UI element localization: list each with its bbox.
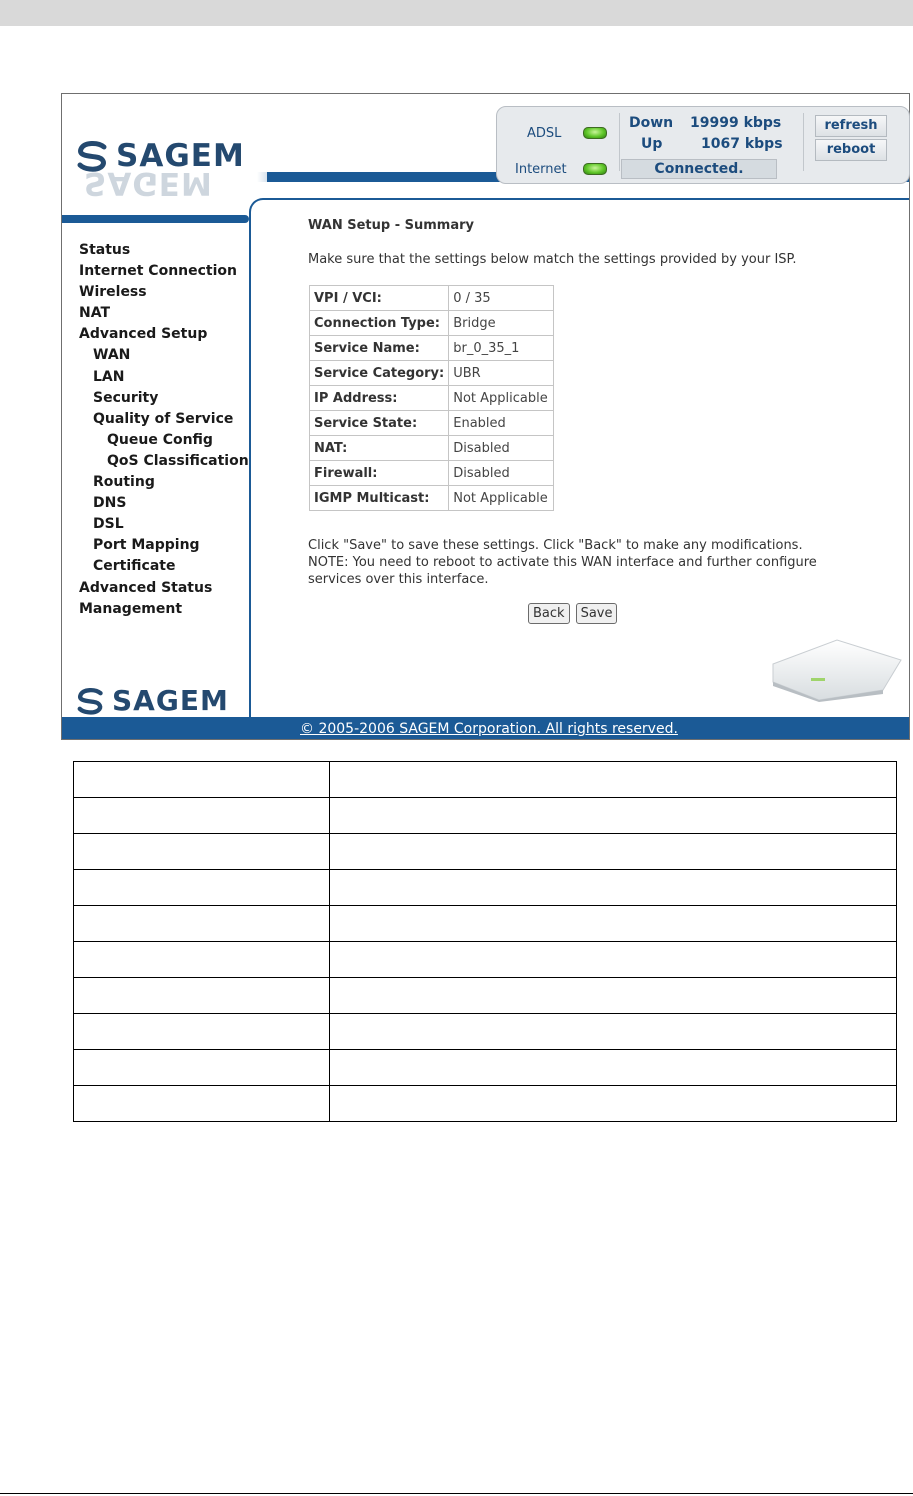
table-cell [74, 1014, 330, 1050]
adsl-label: ADSL [527, 126, 562, 141]
sidebar-item-internet-connection[interactable]: Internet Connection [79, 263, 237, 280]
sidebar-item-lan[interactable]: LAN [93, 368, 125, 385]
summary-value: Disabled [449, 436, 554, 461]
sidebar-border [249, 219, 251, 717]
summary-value: Bridge [449, 311, 554, 336]
content-top-border [287, 198, 909, 200]
up-rate: 1067 kbps [701, 136, 783, 152]
intro-text: Make sure that the settings below match the settings provided by your ISP. [308, 252, 797, 267]
connection-status: Connected. [621, 159, 777, 179]
summary-value: Disabled [449, 461, 554, 486]
table-cell [74, 942, 330, 978]
sidebar-item-routing[interactable]: Routing [93, 474, 155, 491]
summary-value: Not Applicable [449, 386, 554, 411]
down-label: Down [629, 115, 674, 131]
sidebar-item-quality-of-service[interactable]: Quality of Service [93, 410, 234, 427]
save-button[interactable]: Save [576, 603, 618, 624]
table-row [74, 1086, 897, 1122]
table-cell [74, 1086, 330, 1122]
table-cell [330, 906, 897, 942]
table-row [74, 906, 897, 942]
brand-name: SAGEM [116, 138, 245, 174]
table-cell [74, 1050, 330, 1086]
table-cell [74, 870, 330, 906]
content-corner [249, 198, 291, 224]
table-row [310, 286, 554, 311]
summary-label: IGMP Multicast: [310, 486, 449, 511]
table-cell [330, 942, 897, 978]
up-label: Up [641, 136, 663, 152]
sidebar-item-wan[interactable]: WAN [93, 347, 131, 364]
table-cell [74, 762, 330, 798]
sagem-logo-bottom [76, 684, 229, 717]
table-row [74, 762, 897, 798]
sidebar-item-advanced-status[interactable]: Advanced Status [79, 579, 213, 596]
table-cell [74, 906, 330, 942]
divider [619, 113, 620, 171]
down-rate: 19999 kbps [690, 115, 782, 131]
action-buttons [528, 603, 617, 624]
sidebar-item-security[interactable]: Security [93, 389, 159, 406]
page-title: WAN Setup - Summary [308, 218, 474, 233]
refresh-button[interactable]: refresh [815, 115, 887, 137]
adsl-led-icon [583, 127, 607, 139]
summary-value: UBR [449, 361, 554, 386]
table-cell [330, 978, 897, 1014]
sidebar-item-dsl[interactable]: DSL [93, 516, 124, 533]
table-cell [330, 870, 897, 906]
sidebar-item-status[interactable]: Status [79, 242, 131, 258]
summary-label: NAT: [310, 436, 449, 461]
table-cell [330, 834, 897, 870]
summary-value: Not Applicable [449, 486, 554, 511]
table-row [74, 978, 897, 1014]
reboot-button[interactable]: reboot [815, 139, 887, 161]
table-cell [74, 834, 330, 870]
table-row [310, 461, 554, 486]
sidebar-item-queue-config[interactable]: Queue Config [107, 431, 213, 448]
table-row [310, 311, 554, 336]
summary-label: VPI / VCI: [310, 286, 449, 311]
router-device-image [767, 634, 905, 702]
footer-bar [62, 717, 909, 739]
table-row [310, 361, 554, 386]
table-row [310, 386, 554, 411]
table-cell [330, 1014, 897, 1050]
top-band [0, 0, 913, 26]
table-row [74, 942, 897, 978]
table-row [310, 336, 554, 361]
sidebar-item-dns[interactable]: DNS [93, 495, 127, 512]
table-row [310, 486, 554, 511]
table-row [310, 411, 554, 436]
note-text [308, 537, 848, 588]
sagem-swirl-icon [76, 688, 106, 714]
summary-label: Service Name: [310, 336, 449, 361]
divider [803, 113, 804, 171]
sidebar-nav [79, 240, 249, 620]
table-cell [74, 798, 330, 834]
connection-status-panel [496, 106, 910, 184]
summary-label: Connection Type: [310, 311, 449, 336]
table-cell [74, 978, 330, 1014]
sidebar-item-qos-classification[interactable]: QoS Classification [107, 452, 249, 469]
blank-table [73, 761, 897, 1122]
table-row [74, 834, 897, 870]
sidebar-item-nat[interactable]: NAT [79, 305, 111, 322]
page-bottom-rule [0, 1493, 913, 1494]
sidebar-item-certificate[interactable]: Certificate [93, 558, 176, 575]
table-cell [330, 1050, 897, 1086]
summary-value: br_0_35_1 [449, 336, 554, 361]
logo-reflection: SAGEM [84, 165, 213, 201]
sidebar-item-management[interactable]: Management [79, 600, 183, 617]
summary-label: IP Address: [310, 386, 449, 411]
table-row [74, 1050, 897, 1086]
wan-summary-table [309, 285, 554, 511]
internet-led-icon [583, 163, 607, 175]
brand-name: SAGEM [112, 684, 229, 717]
sidebar-item-advanced-setup[interactable]: Advanced Setup [79, 326, 208, 343]
internet-label: Internet [515, 162, 567, 177]
table-row [74, 1014, 897, 1050]
table-row [74, 798, 897, 834]
table-cell [330, 798, 897, 834]
table-row [310, 436, 554, 461]
back-button[interactable]: Back [528, 603, 570, 624]
summary-value: Enabled [449, 411, 554, 436]
sidebar-item-wireless[interactable]: Wireless [79, 284, 147, 301]
router-web-ui [61, 93, 910, 740]
table-row [74, 870, 897, 906]
note-line: NOTE: You need to reboot to activate this WAN interface and further configure services over this interface. [308, 555, 817, 587]
summary-label: Service Category: [310, 361, 449, 386]
copyright-text: © 2005-2006 SAGEM Corporation. All rights reserved. [300, 721, 678, 737]
summary-value: 0 / 35 [449, 286, 554, 311]
table-cell [330, 1086, 897, 1122]
summary-label: Firewall: [310, 461, 449, 486]
note-line: Click "Save" to save these settings. Click "Back" to make any modifications. [308, 538, 803, 553]
table-cell [330, 762, 897, 798]
sidebar-item-port-mapping[interactable]: Port Mapping [93, 537, 200, 554]
summary-label: Service State: [310, 411, 449, 436]
sidebar-top-bar [62, 215, 249, 223]
